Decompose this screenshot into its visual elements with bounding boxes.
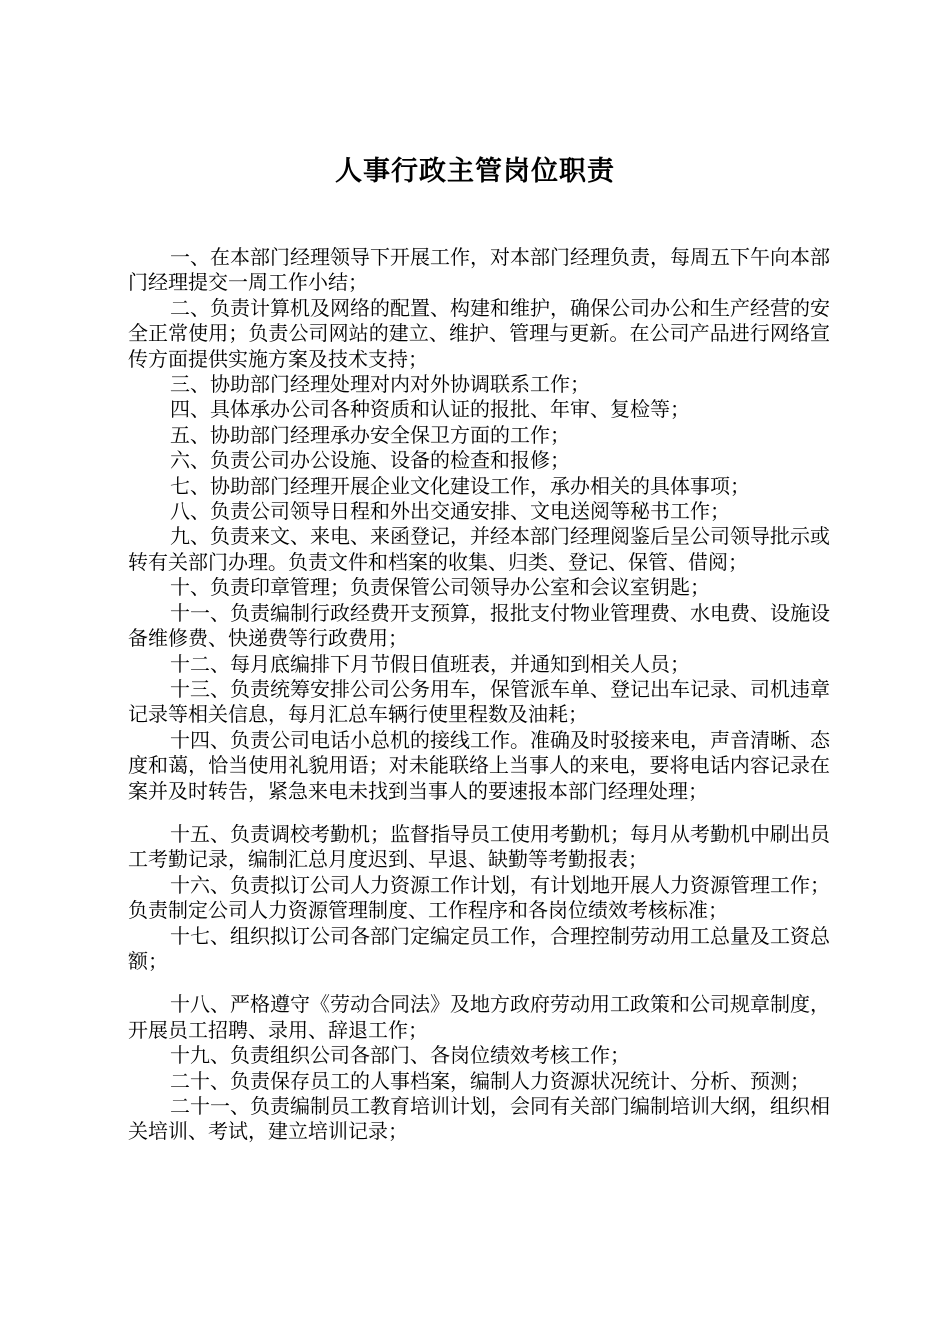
- duty-item-18: 十八、严格遵守《劳动合同法》及地方政府劳动用工政策和公司规章制度，开展员工招聘、录用、辞退工作；: [128, 992, 830, 1042]
- duty-item-4: 四、具体承办公司各种资质和认证的报批、年审、复检等；: [170, 397, 690, 422]
- document-body: [128, 245, 830, 1145]
- duty-item-5: 五、协助部门经理承办安全保卫方面的工作；: [170, 422, 570, 447]
- duty-item-21: 二十一、负责编制员工教育培训计划，会同有关部门编制培训大纲，组织相关培训、考试，建立培训记录；: [128, 1094, 830, 1144]
- document-title: 人事行政主管岗位职责: [335, 156, 615, 187]
- duty-item-3: 三、协助部门经理处理对内对外协调联系工作；: [170, 372, 590, 397]
- duty-item-9: 九、负责来文、来电、来函登记，并经本部门经理阅鉴后呈公司领导批示或转有关部门办理。负责文件和档案的收集、归类、登记、保管、借阅；: [128, 524, 830, 574]
- duty-item-16: 十六、负责拟订公司人力资源工作计划，有计划地开展人力资源管理工作；负责制定公司人力资源管理制度、工作程序和各岗位绩效考核标准；: [128, 872, 830, 923]
- duty-item-10: 十、负责印章管理；负责保管公司领导办公室和会议室钥匙；: [170, 575, 710, 600]
- duty-item-8: 八、负责公司领导日程和外出交通安排、文电送阅等秘书工作；: [170, 499, 730, 524]
- duty-item-13: 十三、负责统筹安排公司公务用车，保管派车单、登记出车记录、司机违章记录等相关信息，每月汇总车辆行使里程数及油耗；: [128, 676, 830, 727]
- duty-item-19: 十九、负责组织公司各部门、各岗位绩效考核工作；: [170, 1043, 630, 1068]
- duty-item-11: 十一、负责编制行政经费开支预算，报批支付物业管理费、水电费、设施设备维修费、快递费等行政费用；: [128, 600, 830, 651]
- duty-item-6: 六、负责公司办公设施、设备的检查和报修；: [170, 448, 570, 473]
- duty-item-20: 二十、负责保存员工的人事档案，编制人力资源状况统计、分析、预测；: [170, 1068, 810, 1093]
- duty-item-15: 十五、负责调校考勤机；监督指导员工使用考勤机；每月从考勤机中刷出员工考勤记录，编制汇总月度迟到、早退、缺勤等考勤报表；: [128, 821, 830, 872]
- duty-item-14: 十四、负责公司电话小总机的接线工作。准确及时驳接来电，声音清晰、态度和蔼，恰当使用礼貌用语；对未能联络上当事人的来电，要将电话内容记录在案并及时转告，紧急来电未找到当事人的要速报本部门经理处理；: [128, 727, 830, 803]
- duty-item-1: 一、在本部门经理领导下开展工作，对本部门经理负责，每周五下午向本部门经理提交一周工作小结；: [128, 245, 830, 295]
- duty-item-2: 二、负责计算机及网络的配置、构建和维护，确保公司办公和生产经营的安全正常使用；负责公司网站的建立、维护、管理与更新。在公司产品进行网络宣传方面提供实施方案及技术支持；: [128, 295, 830, 371]
- duty-item-7: 七、协助部门经理开展企业文化建设工作，承办相关的具体事项；: [170, 473, 750, 498]
- duty-item-17: 十七、组织拟订公司各部门定编定员工作，合理控制劳动用工总量及工资总额；: [128, 923, 830, 973]
- duty-item-12: 十二、每月底编排下月节假日值班表，并通知到相关人员；: [170, 651, 690, 676]
